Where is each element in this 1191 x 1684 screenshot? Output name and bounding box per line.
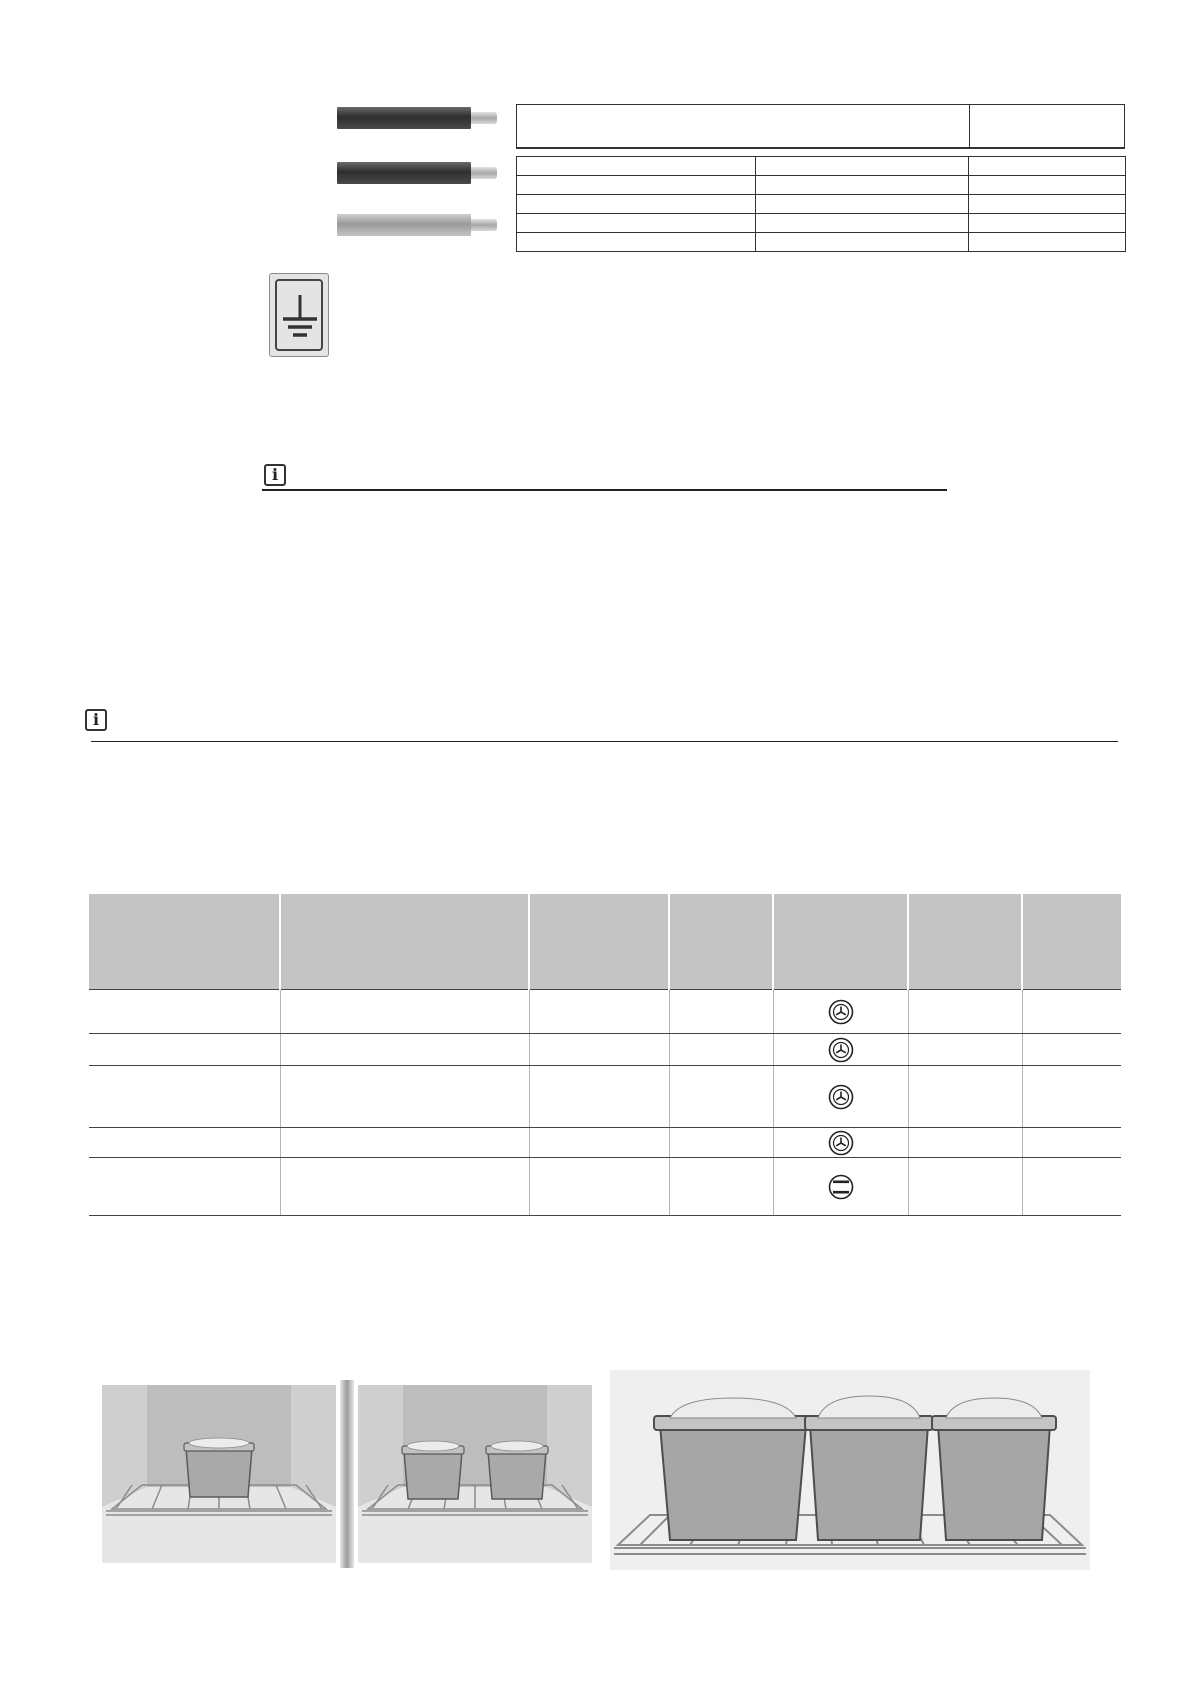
table-header-cell: [669, 894, 773, 990]
table-row: [517, 157, 1126, 176]
cable-core: [471, 112, 497, 124]
table-cell: [89, 1158, 280, 1216]
table-cell: [773, 1066, 908, 1128]
table-cell: [89, 1128, 280, 1158]
table-cell: [756, 233, 969, 252]
fan-heating-icon: [828, 1084, 854, 1110]
fan-heating-icon: [828, 1037, 854, 1063]
panel-divider: [340, 1380, 354, 1568]
table-cell: [773, 1034, 908, 1066]
cable-jacket: [337, 107, 471, 129]
table-row: [89, 990, 1121, 1034]
table-cell: [969, 214, 1126, 233]
table-header-row: [89, 894, 1121, 990]
table-cell: [756, 176, 969, 195]
table-cell: [529, 990, 669, 1034]
three-tins-closeup-illustration: [610, 1370, 1090, 1570]
info-icon: i: [264, 464, 286, 486]
table-cell: [529, 1128, 669, 1158]
info-icon: i: [85, 709, 107, 731]
table-cell: [908, 1158, 1022, 1216]
fan-heating-icon: [828, 1130, 854, 1156]
table-cell: [1022, 1066, 1121, 1128]
cable-jacket: [337, 162, 471, 184]
table-cell: [280, 1158, 529, 1216]
baking-table: [89, 894, 1121, 1216]
table-cell: [89, 1066, 280, 1128]
table-cell: [908, 990, 1022, 1034]
cable-dark-2: [337, 162, 497, 184]
cable-table-header: [516, 104, 1125, 149]
table-cell: [773, 990, 908, 1034]
table-cell: [517, 195, 756, 214]
table-row: [517, 176, 1126, 195]
table-cell: [89, 1034, 280, 1066]
table-cell: [280, 1128, 529, 1158]
table-row: [89, 1034, 1121, 1066]
table-cell: [756, 214, 969, 233]
table-row: [517, 195, 1126, 214]
table-row: [89, 1128, 1121, 1158]
table-row: [517, 214, 1126, 233]
table-cell: [773, 1158, 908, 1216]
table-cell: [89, 990, 280, 1034]
loaf-tin: [932, 1398, 1056, 1540]
table-cell: [517, 176, 756, 195]
table-row: [89, 1158, 1121, 1216]
table-cell: [669, 1158, 773, 1216]
table-header-cell: [773, 894, 908, 990]
table-cell: [280, 1034, 529, 1066]
table-cell: [908, 1066, 1022, 1128]
table-cell: [1022, 1034, 1121, 1066]
table-cell: [529, 1158, 669, 1216]
oven-two-tins-illustration: [358, 1385, 592, 1563]
loaf-tin: [654, 1398, 812, 1540]
fan-heating-icon: [828, 999, 854, 1025]
table-cell: [669, 990, 773, 1034]
oven-one-tin-illustration: [102, 1385, 336, 1563]
table-cell: [773, 1128, 908, 1158]
table-cell: [908, 1034, 1022, 1066]
table-cell: [756, 157, 969, 176]
cable-dark-1: [337, 107, 497, 129]
table-header-cell: [89, 894, 280, 990]
table-row: [517, 233, 1126, 252]
table-row: [89, 1066, 1121, 1128]
table-cell: [669, 1034, 773, 1066]
table-cell: [517, 214, 756, 233]
table-cell: [1022, 1128, 1121, 1158]
loaf-tin: [805, 1396, 933, 1540]
table-cell: [517, 157, 756, 176]
cable-light-3: [337, 214, 497, 236]
table-cell: [517, 233, 756, 252]
loaf-tin: [402, 1441, 464, 1499]
table-header-cell: [529, 894, 669, 990]
table-header-cell: [280, 894, 529, 990]
table-cell: [756, 195, 969, 214]
cable-jacket: [337, 214, 471, 236]
table-cell: [908, 1128, 1022, 1158]
earth-ground-icon: [269, 273, 329, 357]
note-rule: [262, 489, 947, 491]
note-rule: [91, 741, 1118, 742]
table-cell: [1022, 990, 1121, 1034]
table-cell: [1022, 1158, 1121, 1216]
table-cell: [669, 1066, 773, 1128]
loaf-tin: [486, 1441, 548, 1499]
table-cell: [969, 233, 1126, 252]
loaf-tin: [184, 1438, 254, 1497]
table-cell: [969, 157, 1126, 176]
table-header-cell: [908, 894, 1022, 990]
table-cell: [529, 1034, 669, 1066]
cable-core: [471, 167, 497, 179]
table-header-cell: [1022, 894, 1121, 990]
table-cell: [669, 1128, 773, 1158]
table-cell: [280, 990, 529, 1034]
table-cell: [969, 195, 1126, 214]
top-bottom-heat-icon: [828, 1174, 854, 1200]
table-cell: [280, 1066, 529, 1128]
table-cell: [529, 1066, 669, 1128]
cable-table: [516, 156, 1126, 252]
cable-core: [471, 219, 497, 231]
table-cell: [969, 176, 1126, 195]
